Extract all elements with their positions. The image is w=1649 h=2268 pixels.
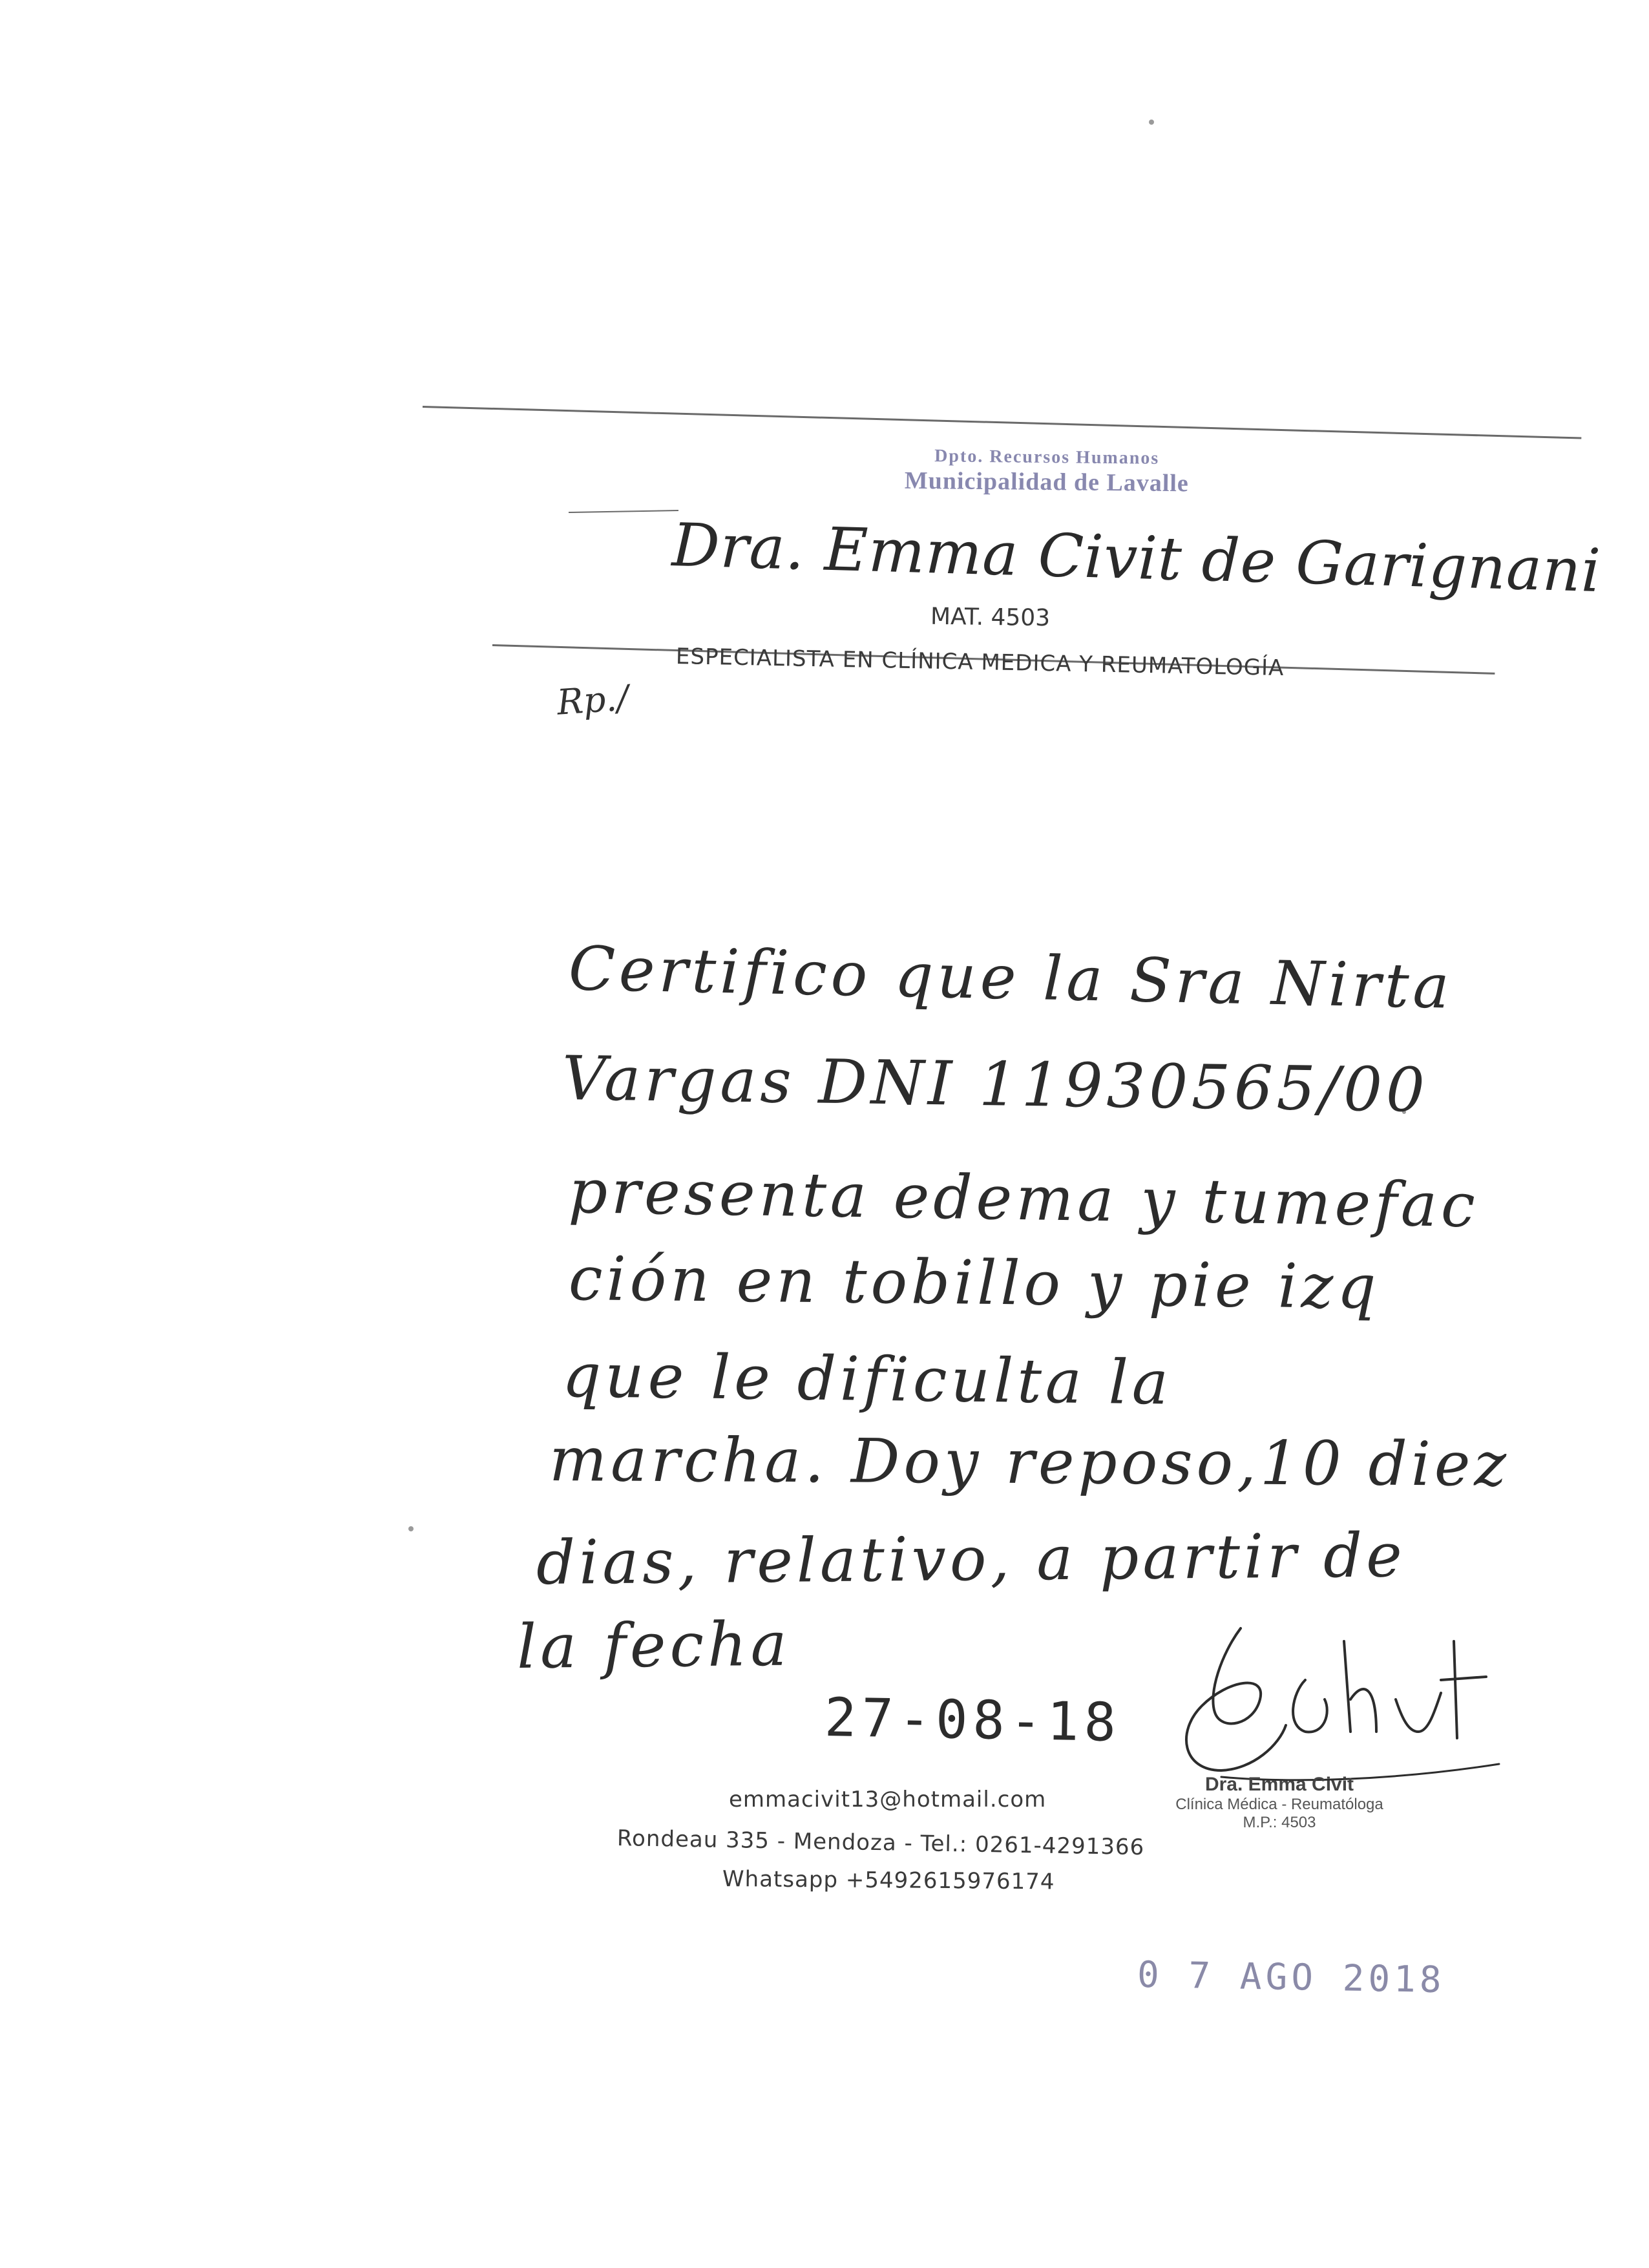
rp-mark: Rp./ (555, 677, 630, 723)
specialty-line: ESPECIALISTA EN CLÍNICA MEDICA Y REUMATOLOGÍA (675, 644, 1285, 682)
signature-stamp-registration: M.P.: 4503 (1243, 1814, 1316, 1831)
scan-speck (1149, 120, 1154, 125)
letterhead-top-rule (423, 406, 1581, 439)
handwritten-signature (1163, 1602, 1525, 1796)
scan-speck (408, 1526, 414, 1531)
department-stamp-line2: Municipalidad de Lavalle (904, 467, 1190, 498)
footer-address: Rondeau 335 - Mendoza - Tel.: 0261-4291366 (616, 1825, 1145, 1861)
body-line: dias, relativo, a partir de (536, 1520, 1407, 1599)
letterhead-left-flourish (569, 510, 678, 513)
signature-stamp-name: Dra. Emma Civit (1204, 1774, 1354, 1795)
registration-number: MAT. 4503 (930, 603, 1051, 632)
body-line: que le dificulta la (562, 1341, 1173, 1419)
certificate-date: 27-08-18 (824, 1687, 1122, 1754)
body-line: marcha. Doy reposo,10 diez (549, 1425, 1511, 1500)
signature-stamp (1144, 1774, 1415, 1832)
received-date-stamp: 0 7 AGO 2018 (1137, 1953, 1446, 2002)
body-line: ción en tobillo y pie izq (568, 1244, 1380, 1323)
footer-email: emmacivit13@hotmail.com (729, 1787, 1047, 1812)
signature-stamp-specialty: Clínica Médica - Reumatóloga (1175, 1796, 1383, 1813)
body-line: Certifico que la Sra Nirta (567, 934, 1454, 1023)
doctor-name-heading: Dra. Emma Civit de Garignani (671, 510, 1602, 606)
footer-whatsapp: Whatsapp +5492615976174 (722, 1866, 1055, 1895)
department-stamp (879, 445, 1215, 498)
department-stamp-line1: Dpto. Recursos Humanos (934, 446, 1160, 468)
body-line: la fecha (516, 1609, 792, 1683)
body-line: Vargas DNI 11930565/00 (562, 1044, 1429, 1126)
body-line: presenta edema y tumefac (568, 1157, 1480, 1242)
